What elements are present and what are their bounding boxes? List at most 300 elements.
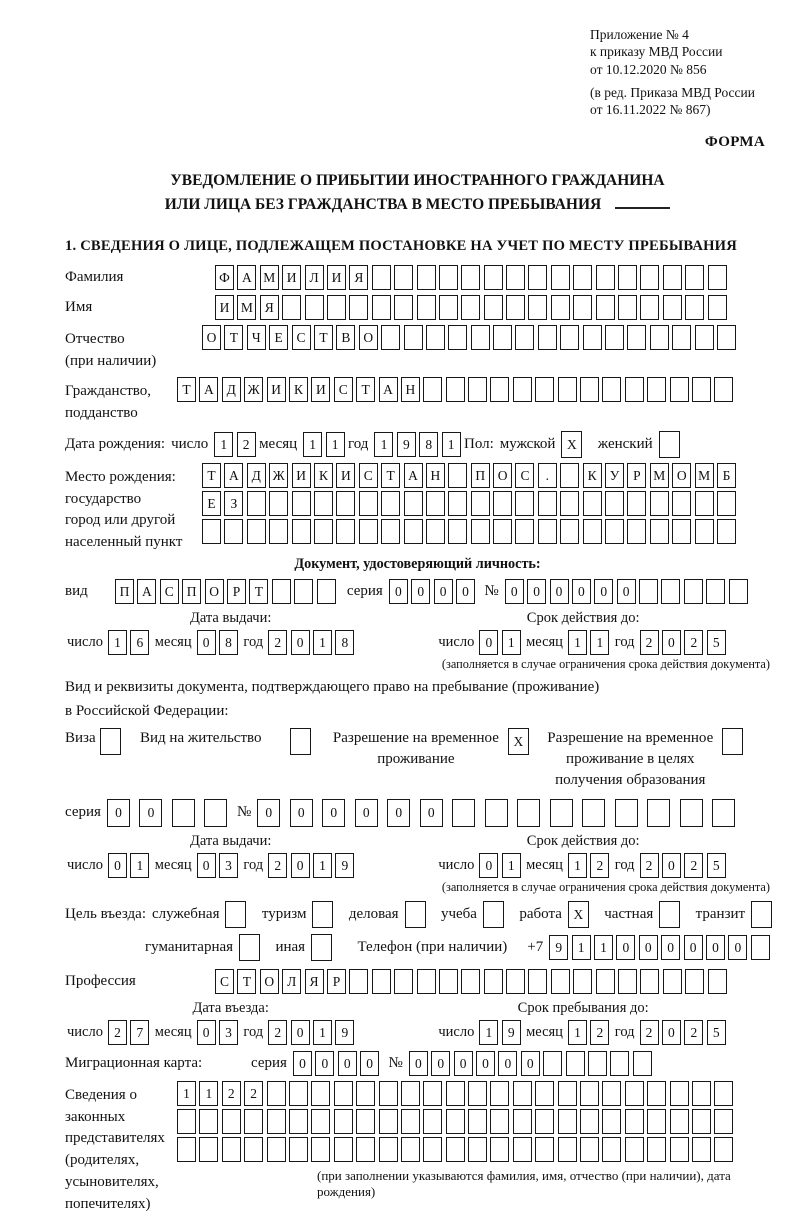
cell: X [568,901,589,928]
birth-month-cells [303,432,348,457]
year-label: год [614,633,635,650]
appendix-line: от 10.12.2020 № 856 [590,61,707,77]
cell [446,1137,465,1162]
option-temp-residence-edu-checkbox [722,728,746,755]
birth-place-row [65,463,770,554]
cell [292,491,311,516]
cell [692,1109,711,1134]
cell [712,799,735,827]
stay-until-block [396,1000,770,1045]
year-label: год [614,1023,635,1040]
cell [633,1051,652,1076]
cell [483,901,504,928]
cell: К [314,463,333,488]
cell [446,377,465,402]
cell [708,265,727,290]
cell: Е [202,491,221,516]
cell: М [260,265,279,290]
residence-number-cells [257,799,745,827]
option-temp-residence-checkbox [508,728,532,755]
cell [602,377,621,402]
cell [708,295,727,320]
cell [714,1137,733,1162]
cell: 3 [219,1020,238,1045]
cell [627,491,646,516]
cell [615,799,638,827]
cell [405,901,426,928]
year-label: год [243,1023,264,1040]
entry-purpose-row2 [145,934,770,961]
cell: Я [260,295,279,320]
cell: З [224,491,243,516]
cell [573,969,592,994]
cell: 1 [326,432,345,457]
cell [269,519,288,544]
cell: 0 [197,1020,216,1045]
cell: О [260,969,279,994]
cell [484,969,503,994]
option-residence-permit-label: Вид на жительство [140,729,262,746]
cell: X [508,728,529,755]
month-label: месяц [154,856,192,873]
cell: Р [227,579,246,604]
cell: 0 [706,935,725,960]
cell [672,491,691,516]
doc-issue-day-cells [108,630,153,655]
cell [272,579,291,604]
cell: 1 [594,935,613,960]
cell: 0 [639,935,658,960]
cell [640,265,659,290]
cell [729,579,748,604]
cell [625,1109,644,1134]
cell: 1 [214,432,233,457]
cell [625,1081,644,1106]
cell [708,969,727,994]
cell: . [538,463,557,488]
cell [692,1137,711,1162]
purpose-private-checkbox [659,901,683,928]
cell: У [605,463,624,488]
cell: А [224,463,243,488]
cell [356,1109,375,1134]
cell: Л [282,969,301,994]
cell [423,1137,442,1162]
cell [334,1081,353,1106]
cell: 9 [549,935,568,960]
cell [610,1051,629,1076]
cell [349,295,368,320]
cell: А [379,377,398,402]
given-name-cells [215,295,730,320]
cell [647,1081,666,1106]
purpose-tourism-label: туризм [261,905,307,922]
cell [490,1137,509,1162]
sex-male-checkbox [561,431,585,458]
cell [327,295,346,320]
cell [558,377,577,402]
cell [695,519,714,544]
cell [493,491,512,516]
cell: 9 [397,432,416,457]
cell: П [115,579,134,604]
patronymic-label: Отчество (при наличии) [65,330,157,369]
migration-card-series-cells [293,1051,383,1076]
cell: 1 [442,432,461,457]
cell: 1 [572,935,591,960]
cell [692,1081,711,1106]
cell [659,901,680,928]
cell [513,1081,532,1106]
cell: Р [327,969,346,994]
cell [580,1137,599,1162]
cell [618,295,637,320]
cell: 0 [498,1051,517,1076]
cell: В [336,325,355,350]
cell [560,325,579,350]
cell [423,1109,442,1134]
purpose-other-checkbox [311,934,335,961]
cell: 1 [313,853,332,878]
doc-valid-year-cells [640,630,730,655]
cell [535,1081,554,1106]
cell: 1 [108,630,127,655]
cell [177,1137,196,1162]
cell [426,491,445,516]
cell [583,325,602,350]
cell [751,901,772,928]
cell: 0 [293,1051,312,1076]
residence-valid-until-block [396,833,770,895]
cell: 2 [640,1020,659,1045]
cell [177,1109,196,1134]
cell: Ж [269,463,288,488]
cell [394,295,413,320]
day-label: число [438,856,475,873]
cell [305,295,324,320]
appendix-line: к приказу МВД России [590,44,723,60]
cell: Ф [215,265,234,290]
cell [513,377,532,402]
cell: 2 [590,853,609,878]
cell: А [404,463,423,488]
cell [506,295,525,320]
cell: И [336,463,355,488]
cell [334,1137,353,1162]
cell [588,1051,607,1076]
residence-issue-year-cells [268,853,358,878]
cell: Б [717,463,736,488]
form-label: ФОРМА [704,134,765,151]
cell: И [311,377,330,402]
sex-female-label: женский [597,435,653,452]
cell [627,519,646,544]
cell [717,325,736,350]
cell [714,377,733,402]
cell [506,265,525,290]
cell [484,295,503,320]
cell [663,265,682,290]
cell [267,1109,286,1134]
cell [417,265,436,290]
cell [538,519,557,544]
doc-valid-month-cells [568,630,613,655]
cell: О [672,463,691,488]
cell [670,377,689,402]
birth-place-cells [202,463,739,547]
residence-series-cells [107,799,237,827]
residence-valid-until-heading: Срок действия до: [526,832,640,849]
cell [311,1137,330,1162]
appendix-line: Приложение № 4 [590,27,689,42]
cell [426,519,445,544]
cell [404,519,423,544]
cell [471,519,490,544]
cell [267,1081,286,1106]
cell [580,1109,599,1134]
cell: 1 [502,630,521,655]
cell [282,295,301,320]
cell [446,1109,465,1134]
citizenship-cells [177,377,737,402]
cell [714,1109,733,1134]
cell [706,579,725,604]
given-name-label: Имя [65,298,93,315]
month-label: месяц [154,633,192,650]
cell [618,969,637,994]
cell [647,1137,666,1162]
cell [618,265,637,290]
month-label: месяц [526,856,563,873]
purpose-humanitarian-label: гуманитарная [145,938,234,955]
phone-label: Телефон (при наличии) [357,938,508,955]
cell [517,799,540,827]
cell [439,969,458,994]
cell: 1 [590,630,609,655]
cell [204,799,227,827]
cell [528,265,547,290]
purpose-work-label: работа [519,905,562,922]
cell: 0 [728,935,747,960]
cell: 1 [374,432,393,457]
legal-representatives-line1 [177,1081,770,1106]
cell: 0 [594,579,613,604]
day-label: число [67,1023,103,1040]
cell: А [237,265,256,290]
cell [684,579,703,604]
cell [379,1081,398,1106]
cell [722,728,743,755]
cell [528,295,547,320]
cell: 0 [456,579,475,604]
cell [289,1081,308,1106]
cell [448,463,467,488]
cell [551,295,570,320]
purpose-official-checkbox [225,901,249,928]
cell: К [583,463,602,488]
cell [448,491,467,516]
cell: Н [401,377,420,402]
cell: 0 [476,1051,495,1076]
cell [695,491,714,516]
cell [294,579,313,604]
cell: С [160,579,179,604]
birth-month-label: месяц [259,435,298,452]
cell [717,491,736,516]
cell [289,1137,308,1162]
cell [650,325,669,350]
cell [650,519,669,544]
cell: 0 [409,1051,428,1076]
cell: 0 [197,630,216,655]
cell [490,1109,509,1134]
cell: 0 [662,630,681,655]
patronymic-cells [202,325,739,350]
identity-doc-heading: Документ, удостоверяющий личность: [294,555,541,572]
cell: 1 [130,853,149,878]
cell: 0 [108,853,127,878]
option-temp-residence [332,728,532,770]
given-name-row [65,295,770,320]
cell: Д [222,377,241,402]
cell: Т [381,463,400,488]
cell [573,265,592,290]
cell [356,1137,375,1162]
cell [334,1109,353,1134]
doc-kind-cells [115,579,339,604]
legal-representatives-line3 [177,1137,770,1162]
cell [602,1137,621,1162]
cell [625,377,644,402]
cell [311,1081,330,1106]
cell: 9 [502,1020,521,1045]
entry-stay-dates [65,1000,770,1045]
cell: 2 [684,1020,703,1045]
cell: Ж [244,377,263,402]
cell: 0 [431,1051,450,1076]
cell [663,295,682,320]
cell [602,1081,621,1106]
cell [490,1081,509,1106]
surname-cells [215,265,730,290]
cell: И [327,265,346,290]
stay-until-heading: Срок пребывания до: [517,999,649,1016]
cell [372,295,391,320]
cell: 0 [107,799,130,827]
cell [596,265,615,290]
cell [515,491,534,516]
cell: 2 [590,1020,609,1045]
purpose-business-label: деловая [348,905,399,922]
cell [372,969,391,994]
cell: Т [202,463,221,488]
cell [394,969,413,994]
cell [461,295,480,320]
cell: О [202,325,221,350]
day-label: число [67,856,103,873]
cell [551,969,570,994]
phone-prefix: +7 [527,938,544,955]
cell: Т [356,377,375,402]
option-temp-residence-label: Разрешение на временное проживание [332,729,499,767]
cell [627,325,646,350]
cell [685,265,704,290]
cell: П [471,463,490,488]
day-label: число [438,633,475,650]
birth-year-cells [374,432,464,457]
residence-doc-intro2: в Российской Федерации: [65,702,229,719]
citizenship-row [65,377,770,425]
residence-issue-month-cells [197,853,242,878]
cell: С [359,463,378,488]
residence-valid-month-cells [568,853,613,878]
cell [558,1109,577,1134]
purpose-transit-label: транзит [695,905,746,922]
cell: X [561,431,582,458]
residence-doc-dates [65,833,770,895]
cell [535,1137,554,1162]
doc-kind-label: вид [65,582,88,599]
purpose-business-checkbox [405,901,429,928]
cell [381,325,400,350]
cell: Т [249,579,268,604]
cell [538,491,557,516]
profession-cells [215,969,730,994]
cell [172,799,195,827]
cell: 0 [420,799,443,827]
cell [582,799,605,827]
cell: 2 [268,853,287,878]
purpose-private-label: частная [604,905,654,922]
cell [292,519,311,544]
migration-card-number-label: № [388,1054,403,1071]
cell: 1 [177,1081,196,1106]
cell [493,519,512,544]
cell [596,295,615,320]
cell [639,579,658,604]
cell [560,491,579,516]
cell [485,799,508,827]
doc-series-cells [389,579,479,604]
cell [506,969,525,994]
cell [336,491,355,516]
cell: И [292,463,311,488]
cell [672,325,691,350]
purpose-tourism-checkbox [312,901,336,928]
surname-label: Фамилия [65,268,124,285]
entry-date-block [65,1000,396,1045]
cell [289,1109,308,1134]
cell [605,325,624,350]
legal-representatives-cells [177,1081,770,1200]
cell [394,265,413,290]
cell: С [292,325,311,350]
profession-row [65,969,770,994]
cell [573,295,592,320]
birth-date-row [65,431,770,458]
cell: 0 [505,579,524,604]
revision-line: (в ред. Приказа МВД России [590,84,755,100]
residence-number-label: № [236,804,252,821]
blank-underline [615,193,670,209]
patronymic-row [65,325,770,373]
option-visa-label: Виза [65,729,96,746]
cell [670,1081,689,1106]
cell [493,325,512,350]
cell: М [237,295,256,320]
profession-label: Профессия [65,972,136,989]
cell [401,1081,420,1106]
